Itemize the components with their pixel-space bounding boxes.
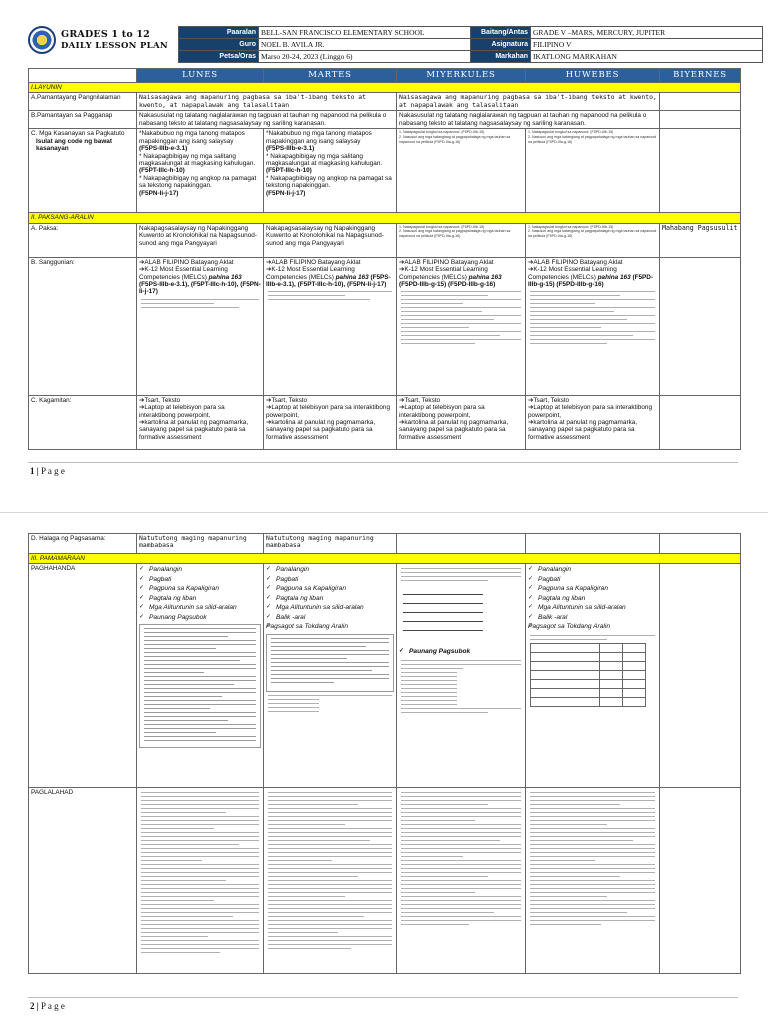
- page-word: P a g e: [40, 466, 65, 476]
- label-asignatura: Asignatura: [471, 39, 531, 51]
- sanggunian-codes: (F5PS-IIIb-e-3.1), (F5PT-IIIc-h-10), (F5PN-Ii-j-17): [139, 281, 261, 296]
- section-row-pamamaraan: [29, 554, 741, 564]
- paghahanda-item: ✓ Pagpuna sa Kapaligiran: [139, 584, 261, 594]
- value-paaralan: BELL-SAN FRANCISCO ELEMENTARY SCHOOL: [259, 27, 471, 39]
- pamantayang-text-wed-thu: Naisasagawa ang mapanuring pagbasa sa iba't-ibang teksto at kwento, at napapalawak ang talasalitaan: [397, 93, 660, 111]
- value-asignatura: FILIPINO V: [531, 39, 763, 51]
- kagamitan-item: ➔ Laptop at telebisyon para sa interaktibong powerpoint,: [139, 404, 261, 419]
- paglalahad-fine-print: [528, 792, 657, 925]
- page-rule: [28, 997, 738, 998]
- sanggunian-melc: [266, 266, 394, 288]
- header-row: [179, 27, 763, 39]
- label-paglalahad: PAGLALAHAD: [29, 788, 137, 974]
- value-guro: NOEL B. AVILA JR.: [259, 39, 471, 51]
- paghahanda-item: ✓ Mga Alituntunin sa silid-aralan: [528, 603, 657, 613]
- paunang-pagsubok-label: ✓ Paunang Pagsubok: [399, 647, 523, 657]
- day-martes: MARTES: [264, 69, 397, 83]
- paglalahad-fine-print: [399, 792, 523, 925]
- row-paksa: [29, 223, 741, 257]
- halaga-mon: Natututong maging mapanuring mambabasa: [137, 534, 264, 554]
- paghahanda-item: ✓ Pagbati: [139, 575, 261, 585]
- row-halaga: [29, 534, 741, 554]
- label-halaga: D. Halaga ng Pagsasama:: [29, 534, 137, 554]
- paksa-fri: Mahabang Pagsusulit: [660, 223, 741, 257]
- sanggunian-mon: [137, 257, 264, 395]
- kasanayan-title: C. Mga Kasanayan sa Pagkatuto: [31, 130, 125, 138]
- value-baitang: GRADE V –MARS, MERCURY, JUPITER: [531, 27, 763, 39]
- sanggunian-tue: [264, 257, 397, 395]
- header-title-grades: GRADES 1 to 12: [61, 29, 150, 40]
- sanggunian-thu: [526, 257, 660, 395]
- pamantayang-text-mon-tue: Naisasagawa ang mapanuring pagbasa sa iba't-ibang teksto at kwento, at napapalawak ang talasalitaan: [137, 93, 397, 111]
- kagamitan-item: ➔ Laptop at telebisyon para sa interaktibong powerpoint,: [266, 404, 394, 419]
- paghahanda-item: ✓ Pagtala ng liban: [266, 594, 394, 604]
- section-paksang-aralin: II. PAKSANG-ARALIN: [29, 213, 741, 223]
- kagamitan-wed: [397, 395, 526, 449]
- answer-blank: [403, 605, 483, 613]
- day-huwebes: HUWEBES: [526, 69, 660, 83]
- label-paaralan: Paaralan: [179, 27, 259, 39]
- section-row-layunin: [29, 83, 741, 93]
- paghahanda-item: ✓ Mga Alituntunin sa silid-aralan: [266, 603, 394, 613]
- sanggunian-melc: [528, 266, 657, 288]
- sanggunian-melc: [399, 266, 523, 288]
- kasanayan-item: [266, 130, 394, 152]
- paghahanda-item: ✓ Pagtala ng liban: [528, 594, 657, 604]
- header-row: [179, 51, 763, 63]
- worksheet-thumbnail: [139, 624, 261, 748]
- answer-blank: [403, 596, 483, 604]
- paghahanda-mon: [137, 564, 264, 788]
- page-1: [0, 0, 768, 476]
- kasanayan-small-item: 2. Nasusuri ang mga katangiang at pagpapahalaga ng mga tauhan sa napanood na pelikula (F5PD-IIIa-g-16): [399, 135, 511, 144]
- sanggunian-codes: (F5PD-IIIb-g-15) (F5PD-IIIb-g-16): [528, 273, 654, 289]
- paksa-tue: Nakapagsasalaysay ng Napakinggang Kuwento at Kronolohikal na Napagsunod-sunod ang mga Pangyayari: [264, 223, 397, 257]
- row-pamantayang-pangnilalaman: [29, 93, 741, 111]
- kasanayan-tue: [264, 129, 397, 213]
- kagamitan-mon: [137, 395, 264, 449]
- paghahanda-item: ✓ Pagpuna sa Kapaligiran: [266, 584, 394, 594]
- paghahanda-tue: [264, 564, 397, 788]
- kasanayan-item: [139, 130, 261, 152]
- halaga-fri: [660, 534, 741, 554]
- label-pamantayan-pagganap: B.Pamantayan sa Pagganap: [29, 111, 137, 129]
- kagamitan-item: ➔ Tsart, Teksto: [139, 397, 261, 404]
- label-kasanayan: [29, 129, 137, 213]
- kasanayan-text: * Nakapagbibigay ng mga salitang magkasalungat at magkasing kahulugan.: [139, 152, 256, 168]
- paksa-thu: [526, 223, 660, 257]
- answer-blank: [403, 587, 483, 595]
- halaga-thu: [526, 534, 660, 554]
- header-row: [179, 39, 763, 51]
- paghahanda-item: ✓ Panalangin: [528, 565, 657, 575]
- label-markahan: Markahan: [471, 51, 531, 63]
- kagamitan-item: ➔ Tsart, Teksto: [528, 397, 657, 404]
- paghahanda-item: ✓ Pagbati: [528, 575, 657, 585]
- paglalahad-mon: [137, 788, 264, 974]
- kagamitan-item: ➔ Laptop at telebisyon para sa interaktibong powerpoint,: [528, 404, 657, 419]
- paghahanda-item: ✓ Balik -aral: [528, 613, 657, 623]
- kagamitan-fri: [660, 395, 741, 449]
- header-info-table: [178, 26, 763, 63]
- paglalahad-fine-print: [266, 792, 394, 949]
- section-pamamaraan: III. PAMAMARAAN: [29, 554, 741, 564]
- sanggunian-pahina: pahina 163: [597, 273, 631, 281]
- kasanayan-code: (F5PS-IIIb-e-3.1): [139, 145, 188, 153]
- label-petsa: Petsa/Oras: [179, 51, 259, 63]
- kasanayan-text: * Nakapagbibigay ng mga salitang magkasalungat at magkasing kahulugan.: [266, 152, 383, 168]
- paksa-wed: [397, 223, 526, 257]
- paglalahad-fine-print: [139, 792, 261, 953]
- kasanayan-item: [266, 175, 394, 197]
- paghahanda-item: ✓ Pagsagot sa Tokdang Aralin: [528, 622, 657, 632]
- kasanayan-item: [139, 175, 261, 197]
- kasanayan-code-note: Isulat ang code ng bawat kasanayan: [36, 137, 112, 153]
- sanggunian-line: ➔ ALAB FILIPINO Batayang Aklat: [528, 259, 657, 266]
- paksa-small-item: 2. Nasusuri ang mga katangiang at pagpapahalaga ng mga tauhan sa napanood na pelikula (F5PD-IIIa-g-16): [399, 229, 511, 238]
- page-2: [0, 512, 768, 1024]
- kagamitan-tue: [264, 395, 397, 449]
- activity-mini-table: [530, 643, 646, 707]
- reference-fine-print: [139, 299, 261, 308]
- days-header-row: [29, 69, 741, 83]
- kasanayan-small-item: 1. Nakapagsulat tungkol sa napanood. (F5PD-IIIb-15): [528, 130, 614, 135]
- sanggunian-wed: [397, 257, 526, 395]
- row-sanggunian: [29, 257, 741, 395]
- halaga-tue: Natututong maging mapanuring mambabasa: [264, 534, 397, 554]
- kasanayan-text: * Nakapagbibigay ng angkop na pamagat sa tekstong napakinggan.: [266, 174, 392, 190]
- kagamitan-item: ➔ Tsart, Teksto: [266, 397, 394, 404]
- instructions-fine-print: [399, 568, 523, 581]
- kasanayan-small-item: 2. Nasusuri ang mga katangiang at pagpapahalaga ng mga tauhan sa napanood na pelikula (F5PD-IIIa-g-16): [528, 135, 657, 144]
- reading-thumbnail: [266, 634, 394, 692]
- kagamitan-item: ➔ kartolina at panulat ng pagmamarka, sanayang papel sa pagkatuto para sa formative assessment: [399, 419, 523, 441]
- page-number-value: 2: [30, 1001, 35, 1011]
- paghahanda-thu: [526, 564, 660, 788]
- page-number-2: 2 | P a g e: [30, 1001, 65, 1011]
- row-paglalahad: [29, 788, 741, 974]
- value-petsa: Marso 20-24, 2023 (Linggo 6): [259, 51, 471, 63]
- value-markahan: IKATLONG MARKAHAN: [531, 51, 763, 63]
- day-lunes: LUNES: [137, 69, 264, 83]
- kasanayan-text: *Nakabubuo ng mga tanong matapos mapakinggan ang isang salaysay: [266, 130, 372, 145]
- lesson-plan-table-page1: [28, 68, 741, 450]
- reference-fine-print: [528, 291, 657, 344]
- paunang-pagsubok-fine-print: [399, 660, 523, 713]
- kasanayan-text: * Nakapagbibigay ng angkop na pamagat sa tekstong napakinggan.: [139, 174, 257, 190]
- paghahanda-item: ✓ Panalangin: [266, 565, 394, 575]
- reference-fine-print: [266, 291, 394, 300]
- activity-fine-print: [528, 635, 657, 640]
- kasanayan-item: [266, 153, 394, 175]
- paghahanda-item: ✓ Pagpuna sa Kapaligiran: [528, 584, 657, 594]
- paghahanda-item: ✓ Balik -aral: [266, 613, 394, 623]
- paghahanda-wed: [397, 564, 526, 788]
- kasanayan-wed: [397, 129, 526, 213]
- kasanayan-code: (F5PN-Ii-j-17): [139, 189, 179, 197]
- row-paghahanda: [29, 564, 741, 788]
- sanggunian-line: ➔ ALAB FILIPINO Batayang Aklat: [266, 259, 394, 266]
- sanggunian-melc: [139, 266, 261, 296]
- paghahanda-fri: [660, 564, 741, 788]
- label-pamantayang-pangnilalaman: A.Pamantayang Pangnilalaman: [29, 93, 137, 111]
- paghahanda-list: [266, 565, 394, 632]
- halaga-wed: [397, 534, 526, 554]
- kagamitan-item: ➔ Laptop at telebisyon para sa interaktibong powerpoint,: [399, 404, 523, 419]
- kasanayan-text: *Nakabubuo ng mga tanong matapos mapakinggan ang isang salaysay: [139, 130, 245, 145]
- sanggunian-pahina: pahina 163: [335, 273, 369, 281]
- sanggunian-codes: (F5PD-IIIb-g-15) (F5PD-IIIb-g-16): [399, 281, 496, 289]
- paghahanda-item: ✓ Panalangin: [139, 565, 261, 575]
- page-number-value: 1: [30, 466, 35, 476]
- paghahanda-item: ✓ Paunang Pagsubok: [139, 613, 261, 623]
- section-layunin: I.LAYUNIN: [29, 83, 741, 93]
- kasanayan-code: (F5PS-IIIb-e-3.1): [266, 145, 315, 153]
- lesson-plan-table-page2: [28, 533, 741, 974]
- sanggunian-fri: [660, 257, 741, 395]
- kasanayan-small-item: 1. Nakapagsulat tungkol sa napanood. (F5PD-IIIb-15): [399, 130, 485, 135]
- pamantayang-fri: [660, 93, 741, 111]
- kasanayan-mon: [137, 129, 264, 213]
- kasanayan-code: (F5PT-IIIc-h-10): [266, 167, 312, 175]
- row-pamantayan-pagganap: [29, 111, 741, 129]
- reference-fine-print: [399, 291, 523, 344]
- paghahanda-item: ✓ Mga Alituntunin sa silid-aralan: [139, 603, 261, 613]
- paglalahad-wed: [397, 788, 526, 974]
- label-baitang: Baitang/Antas: [471, 27, 531, 39]
- paksa-small-item: 1. Nakapagsulat tungkol sa napanood. (F5PD-IIIb-15): [399, 224, 485, 229]
- kagamitan-item: ➔ kartolina at panulat ng pagmamarka, sanayang papel sa pagkatuto para sa formative assessment: [139, 419, 261, 441]
- sanggunian-line: ➔ K-12 Most Essential Learning Competencies (MELCs): [139, 266, 228, 280]
- label-kagamitan: C. Kagamitan:: [29, 395, 137, 449]
- label-paghahanda: PAGHAHANDA: [29, 564, 137, 788]
- sanggunian-line: ➔ K-12 Most Essential Learning Competencies (MELCs): [399, 266, 488, 280]
- paunang-pagsubok-list: [399, 647, 523, 657]
- deped-seal-icon: [28, 26, 56, 54]
- page-rule: [28, 462, 738, 463]
- paghahanda-list: [528, 565, 657, 632]
- paghahanda-item: ✓ Pagsagot sa Tokdang Aralin: [266, 622, 394, 632]
- sanggunian-line: ➔ ALAB FILIPINO Batayang Aklat: [139, 259, 261, 266]
- label-guro: Guro: [179, 39, 259, 51]
- sanggunian-pahina: pahina 163: [208, 273, 242, 281]
- pagganap-fri: [660, 111, 741, 129]
- page-number-1: 1 | P a g e: [30, 466, 65, 476]
- kagamitan-item: ➔ kartolina at panulat ng pagmamarka, sanayang papel sa pagkatuto para sa formative assessment: [266, 419, 394, 441]
- sanggunian-line: ➔ ALAB FILIPINO Batayang Aklat: [399, 259, 523, 266]
- lesson-plan-header: [28, 26, 768, 63]
- kasanayan-code: (F5PT-IIIc-h-10): [139, 167, 185, 175]
- label-paksa: A. Paksa:: [29, 223, 137, 257]
- paglalahad-thu: [526, 788, 660, 974]
- kasanayan-fri: [660, 129, 741, 213]
- pagganap-text-mon-tue: Nakasusulat ng talatang naglalarawan ng tagpuan at tauhan ng napanood na pelikula o nabasang teksto at talatang nagsasalaysay ng sariling karanasan.: [137, 111, 397, 129]
- paglalahad-tue: [264, 788, 397, 974]
- kagamitan-thu: [526, 395, 660, 449]
- kasanayan-item: [139, 153, 261, 175]
- sanggunian-line: ➔ K-12 Most Essential Learning Competencies (MELCs): [266, 266, 355, 280]
- label-sanggunian: B. Sanggunian:: [29, 257, 137, 395]
- header-title-dlp: DAILY LESSON PLAN: [61, 41, 168, 51]
- paksa-mon: Nakapagsasalaysay ng Napakinggang Kuwento at Kronolohikal na Napagsunod-sunod ang mga Pangyayari: [137, 223, 264, 257]
- row-kasanayan: [29, 129, 741, 213]
- kagamitan-item: ➔ kartolina at panulat ng pagmamarka, sanayang papel sa pagkatuto para sa formative assessment: [528, 419, 657, 441]
- day-biyernes: BIYERNES: [660, 69, 741, 83]
- page-word: P a g e: [40, 1001, 65, 1011]
- sanggunian-codes: (F5PS-IIIb-e-3.1), (F5PT-IIIc-h-10), (F5PN-Ii-j-17): [266, 273, 391, 289]
- sanggunian-pahina: pahina 163: [468, 273, 502, 281]
- questions-fine-print: [266, 695, 394, 712]
- paghahanda-list: [139, 565, 261, 622]
- row-kagamitan: [29, 395, 741, 449]
- section-row-paksang-aralin: [29, 213, 741, 223]
- paghahanda-item: ✓ Pagtala ng liban: [139, 594, 261, 604]
- paksa-small-item: 1. Nakapagsulat tungkol sa napanood. (F5PD-IIIb-15): [528, 224, 614, 229]
- answer-blank: [403, 623, 483, 631]
- paksa-small-item: 2. Nasusuri ang mga katangiang at pagpapahalaga ng mga tauhan sa napanood na pelikula (F5PD-IIIa-g-16): [528, 229, 657, 238]
- answer-blank: [403, 614, 483, 622]
- sanggunian-line: ➔ K-12 Most Essential Learning Competencies (MELCs): [528, 266, 617, 280]
- pagganap-text-wed-thu: Nakasusulat ng talatang naglalarawan ng tagpuan at tauhan ng napanood na pelikula o nabasang teksto at talatang nagsasalaysay ng sariling karanasan.: [397, 111, 660, 129]
- kasanayan-code: (F5PN-Ii-j-17): [266, 189, 306, 197]
- kasanayan-thu: [526, 129, 660, 213]
- corner-cell: [29, 69, 137, 83]
- kagamitan-item: ➔ Tsart, Teksto: [399, 397, 523, 404]
- day-miyerkules: MIYERKULES: [397, 69, 526, 83]
- paglalahad-fri: [660, 788, 741, 974]
- paghahanda-item: ✓ Pagbati: [266, 575, 394, 585]
